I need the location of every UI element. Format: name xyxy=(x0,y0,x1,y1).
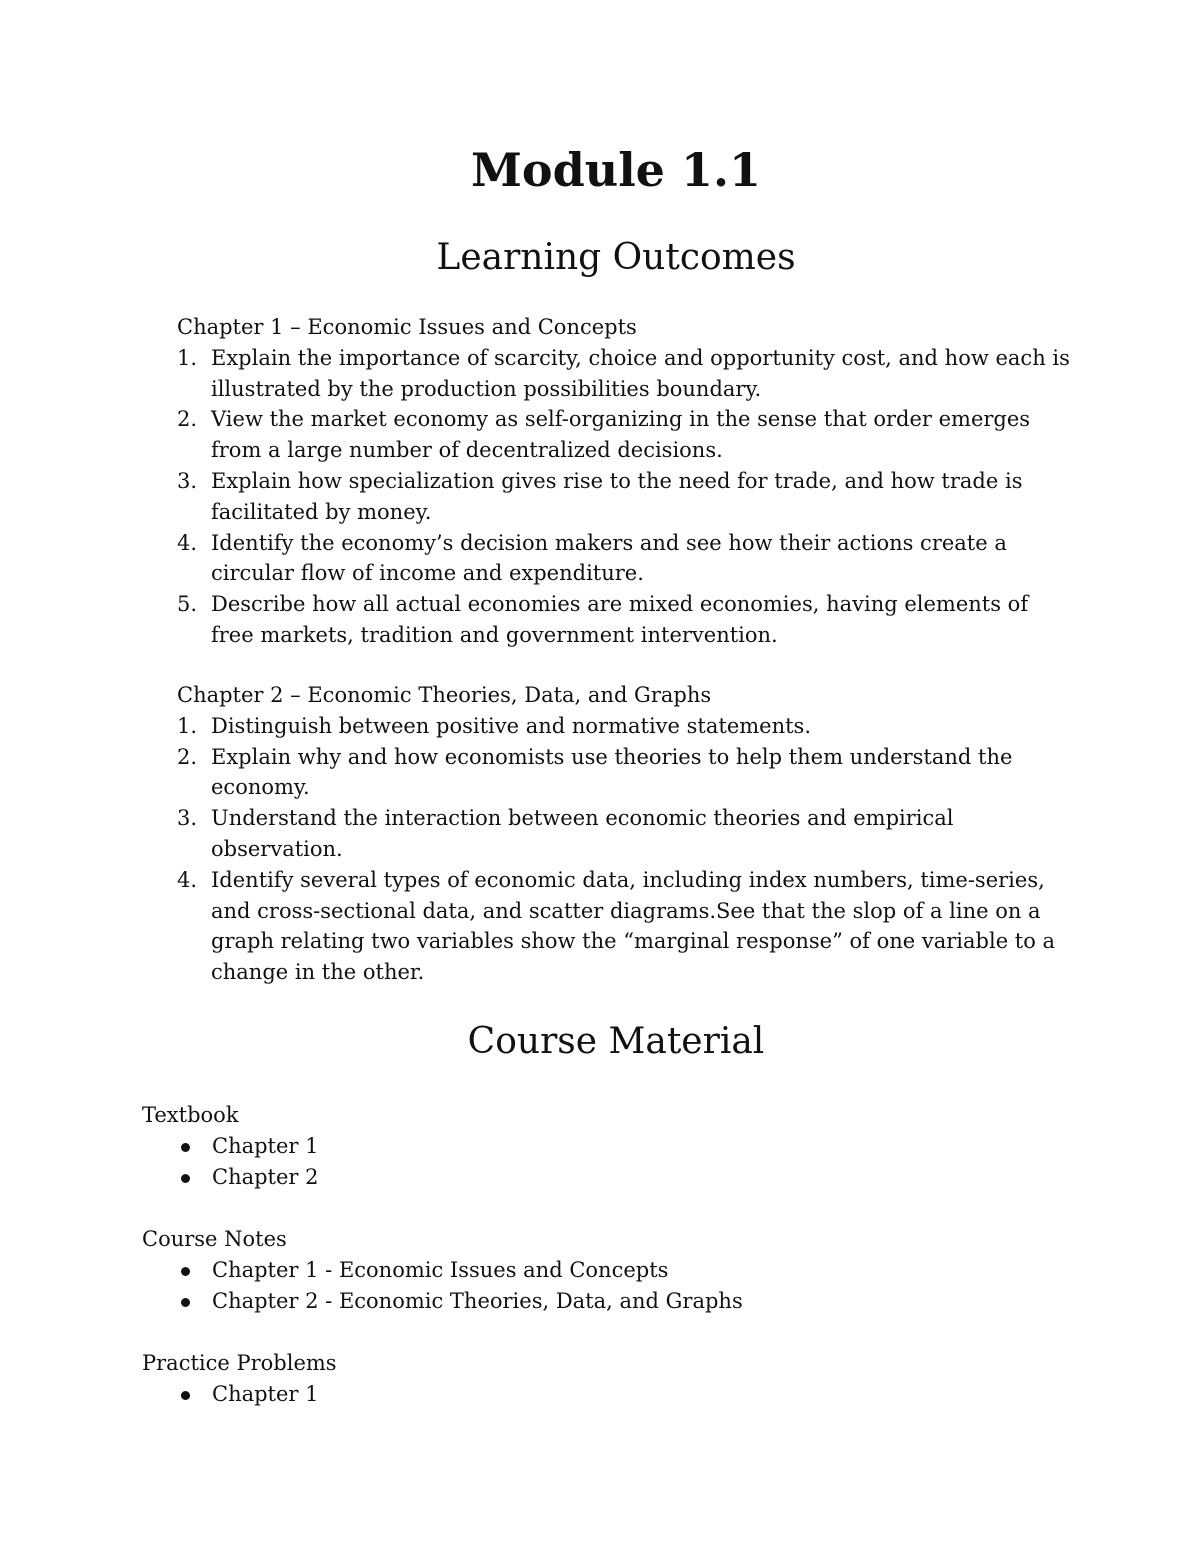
list-item xyxy=(177,711,1077,742)
list-item xyxy=(142,1162,1042,1193)
list-item xyxy=(177,343,1077,405)
item-text: Chapter 1 - Economic Issues and Concepts xyxy=(212,1258,669,1282)
list-item xyxy=(142,1286,1042,1317)
item-text: Distinguish between positive and normative statements. xyxy=(211,713,811,738)
textbook-section xyxy=(142,1100,1042,1193)
item-text: Chapter 2 xyxy=(212,1165,319,1189)
item-text: Identify several types of economic data, including index numbers, time-series, and cross-sectional data, and scatter diagrams.See that the slop of a line on a graph relating two variables show the “marginal response” of one variable to a change in the other. xyxy=(211,867,1056,985)
item-text: Explain why and how economists use theories to help them understand the economy. xyxy=(211,744,1013,800)
course-notes-section xyxy=(142,1224,1042,1317)
list-item xyxy=(142,1379,1042,1410)
item-number: 4. xyxy=(177,867,198,892)
item-text: Chapter 1 xyxy=(212,1382,319,1406)
item-number: 4. xyxy=(177,530,198,555)
outcomes-list xyxy=(177,711,1077,988)
item-number: 3. xyxy=(177,806,198,831)
chapter-heading: Chapter 2 – Economic Theories, Data, and Graphs xyxy=(177,683,712,707)
item-number: 5. xyxy=(177,592,198,617)
item-text: Chapter 2 - Economic Theories, Data, and Graphs xyxy=(212,1289,743,1313)
bullet-list xyxy=(142,1379,1042,1410)
practice-problems-section xyxy=(142,1348,1042,1410)
item-text: Explain how specialization gives rise to the need for trade, and how trade is facilitated by money. xyxy=(211,468,1023,524)
bullet-icon xyxy=(181,1143,190,1152)
list-item xyxy=(177,589,1077,651)
item-text: Identify the economy’s decision makers and see how their actions create a circular flow of income and expenditure. xyxy=(211,530,1007,586)
item-number: 2. xyxy=(177,407,198,432)
item-number: 3. xyxy=(177,468,198,493)
bullet-icon xyxy=(181,1174,190,1183)
item-number: 1. xyxy=(177,345,198,370)
list-item xyxy=(177,404,1077,466)
chapter-1-outcomes xyxy=(177,312,1077,651)
bullet-icon xyxy=(181,1391,190,1400)
item-text: Describe how all actual economies are mixed economies, having elements of free markets, tradition and government intervention. xyxy=(211,592,1029,647)
list-item xyxy=(177,742,1077,804)
list-item xyxy=(142,1255,1042,1286)
item-text: Chapter 1 xyxy=(212,1134,319,1158)
item-text: Explain the importance of scarcity, choice and opportunity cost, and how each is illustrated by the production possibilities boundary. xyxy=(211,345,1070,401)
list-item xyxy=(177,528,1077,590)
learning-outcomes-heading: Learning Outcomes xyxy=(436,237,796,278)
section-heading: Textbook xyxy=(142,1103,239,1127)
outcomes-list xyxy=(177,343,1077,651)
list-item xyxy=(142,1131,1042,1162)
bullet-icon xyxy=(181,1267,190,1276)
list-item xyxy=(177,803,1077,865)
list-item xyxy=(177,865,1077,988)
course-material-heading: Course Material xyxy=(467,1021,765,1062)
bullet-icon xyxy=(181,1298,190,1307)
list-item xyxy=(177,466,1077,528)
bullet-list xyxy=(142,1131,1042,1193)
section-heading: Course Notes xyxy=(142,1227,287,1251)
chapter-heading: Chapter 1 – Economic Issues and Concepts xyxy=(177,315,637,339)
section-heading: Practice Problems xyxy=(142,1351,337,1375)
bullet-list xyxy=(142,1255,1042,1317)
item-number: 2. xyxy=(177,744,198,769)
item-text: Understand the interaction between economic theories and empirical observation. xyxy=(211,806,954,861)
chapter-2-outcomes xyxy=(177,680,1077,988)
item-number: 1. xyxy=(177,713,198,738)
page-title: Module 1.1 xyxy=(471,143,761,197)
item-text: View the market economy as self-organizing in the sense that order emerges from a large number of decentralized decisions. xyxy=(211,407,1031,463)
